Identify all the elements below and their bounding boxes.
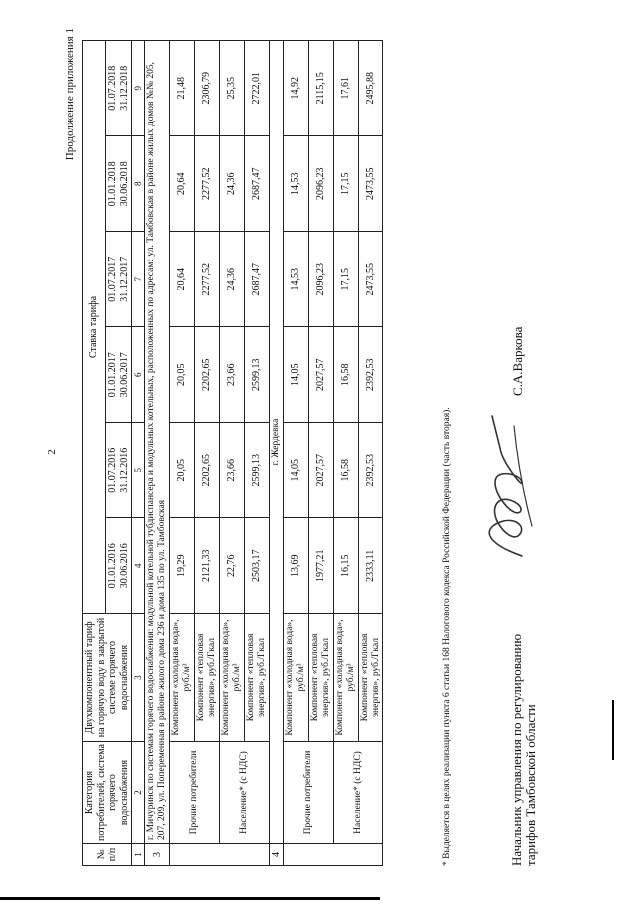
signatory-title-line: Начальник управления по регулированию	[509, 633, 524, 866]
rate-value: 2392,53	[358, 423, 383, 519]
column-number: 1	[132, 844, 145, 866]
consumer-category: Прочие потребители	[284, 742, 334, 844]
component-label: Компонент «тепловая энергия», руб./Гкал	[308, 614, 333, 742]
consumer-category: Прочие потребители	[170, 742, 220, 844]
rate-value: 2277,52	[195, 232, 220, 328]
section-location: г. Жердевка	[269, 41, 284, 844]
rate-value: 2503,17	[244, 518, 269, 614]
rate-value: 2495,88	[358, 41, 383, 137]
rate-value: 20,64	[170, 232, 195, 328]
rate-value: 2027,57	[308, 423, 333, 519]
rate-value: 2599,13	[244, 423, 269, 519]
rate-value: 2687,47	[244, 136, 269, 232]
rate-value: 2115,15	[308, 41, 333, 137]
header-period: 01.01.2016 30.06.2016	[106, 518, 132, 614]
rate-value: 17,15	[333, 232, 358, 328]
rate-value: 1977,21	[308, 518, 333, 614]
rate-value: 23,66	[219, 327, 244, 423]
section-location-row	[145, 41, 170, 866]
rate-value: 14,53	[284, 136, 309, 232]
column-number: 9	[132, 41, 145, 137]
rate-value: 2306,79	[195, 41, 220, 137]
rate-value: 16,58	[333, 327, 358, 423]
table-row	[219, 41, 244, 866]
page-number: 2	[46, 449, 58, 455]
rate-value: 14,53	[284, 232, 309, 328]
rate-value: 2333,11	[358, 518, 383, 614]
rate-value: 13,69	[284, 518, 309, 614]
rate-value: 16,15	[333, 518, 358, 614]
column-number: 5	[132, 423, 145, 519]
rate-value: 14,92	[284, 41, 309, 137]
consumer-category: Население* (с НДС)	[333, 742, 383, 844]
component-label: Компонент «тепловая энергия», руб./Гкал	[195, 614, 220, 742]
rate-value: 2722,01	[244, 41, 269, 137]
rate-value: 2473,55	[358, 136, 383, 232]
header-num: № п/п	[83, 844, 132, 866]
rate-value: 2473,55	[358, 232, 383, 328]
signatory-title	[510, 634, 539, 866]
header-period: 01.07.2017 31.12.2017	[106, 232, 132, 328]
column-number: 8	[132, 136, 145, 232]
column-number: 4	[132, 518, 145, 614]
rate-value: 20,64	[170, 136, 195, 232]
signatory-name: С.А.Варкова	[510, 326, 525, 396]
rate-value: 2202,65	[195, 423, 220, 519]
tariff-table	[82, 40, 383, 866]
header-rate-group: Ставка тарифа	[83, 41, 106, 614]
handwritten-signature	[470, 406, 540, 566]
rate-value: 17,61	[333, 41, 358, 137]
rate-value: 2202,65	[195, 327, 220, 423]
table-row	[284, 41, 309, 866]
component-label: Компонент «холодная вода», руб./м³	[170, 614, 195, 742]
rate-value: 20,05	[170, 423, 195, 519]
rate-value: 2392,53	[358, 327, 383, 423]
rate-value: 21,48	[170, 41, 195, 137]
component-label: Компонент «холодная вода», руб./м³	[284, 614, 309, 742]
rate-value: 2687,47	[244, 232, 269, 328]
rate-value: 16,58	[333, 423, 358, 519]
column-number: 2	[132, 742, 145, 844]
section-location-row	[269, 41, 284, 866]
rate-value: 2027,57	[308, 327, 333, 423]
scan-edge-line	[612, 700, 614, 760]
column-number: 3	[132, 614, 145, 742]
header-category: Категория потребителей, система горячего водоснабжения	[83, 742, 132, 844]
rate-value: 25,35	[219, 41, 244, 137]
continuation-label: Продолжение приложения 1	[64, 28, 76, 161]
table-row	[170, 41, 195, 866]
footnote: * Выделяется в целях реализации пункта 6 статьи 168 Налогового кодекса Российской Федерации (часть вторая).	[442, 407, 452, 866]
rate-value: 14,05	[284, 423, 309, 519]
section-number: 4	[269, 844, 284, 866]
rate-value: 2277,52	[195, 136, 220, 232]
table-row	[333, 41, 358, 866]
rate-value: 2096,23	[308, 136, 333, 232]
component-label: Компонент «тепловая энергия», руб./Гкал	[244, 614, 269, 742]
rate-value: 19,29	[170, 518, 195, 614]
header-period: 01.07.2018 31.12.2018	[106, 41, 132, 137]
column-number: 7	[132, 232, 145, 328]
header-period: 01.07.2016 31.12.2016	[106, 423, 132, 519]
component-label: Компонент «тепловая энергия», руб./Гкал	[358, 614, 383, 742]
rate-value: 2599,13	[244, 327, 269, 423]
rate-value: 17,15	[333, 136, 358, 232]
rate-value: 23,66	[219, 423, 244, 519]
consumer-category: Население* (с НДС)	[219, 742, 269, 844]
section-spacer	[170, 844, 269, 866]
rate-value: 22,76	[219, 518, 244, 614]
section-spacer	[284, 844, 383, 866]
rate-value: 20,05	[170, 327, 195, 423]
component-label: Компонент «холодная вода», руб./м³	[219, 614, 244, 742]
rate-value: 2121,33	[195, 518, 220, 614]
column-number-row	[132, 41, 145, 866]
section-number: 3	[145, 844, 170, 866]
component-label: Компонент «холодная вода», руб./м³	[333, 614, 358, 742]
rate-value: 24,36	[219, 232, 244, 328]
column-number: 6	[132, 327, 145, 423]
rate-value: 24,36	[219, 136, 244, 232]
signatory-title-line: тарифов Тамбовской области	[523, 704, 539, 866]
rotated-content	[40, 22, 600, 882]
header-component: Двухкомпонентный тариф на горячую воду в закрытой системе горячего водоснабжения	[83, 614, 132, 742]
scan-edge-line	[0, 897, 380, 900]
section-location: г. Мичуринск по системам горячего водоснабжения: модульной котельной тубдиспансера и модульных котельных, расположенных по адресам: ул. Тамбовская в районе жилых домов №№ 205, 207, 209, ул. Попеременная в районе жилого дома 236 и дома 135 по ул. Тамбовская	[145, 41, 170, 844]
rate-value: 2096,23	[308, 232, 333, 328]
header-period: 01.01.2018 30.06.2018	[106, 136, 132, 232]
rate-value: 14,05	[284, 327, 309, 423]
header-period: 01.01.2017 30.06.2017	[106, 327, 132, 423]
